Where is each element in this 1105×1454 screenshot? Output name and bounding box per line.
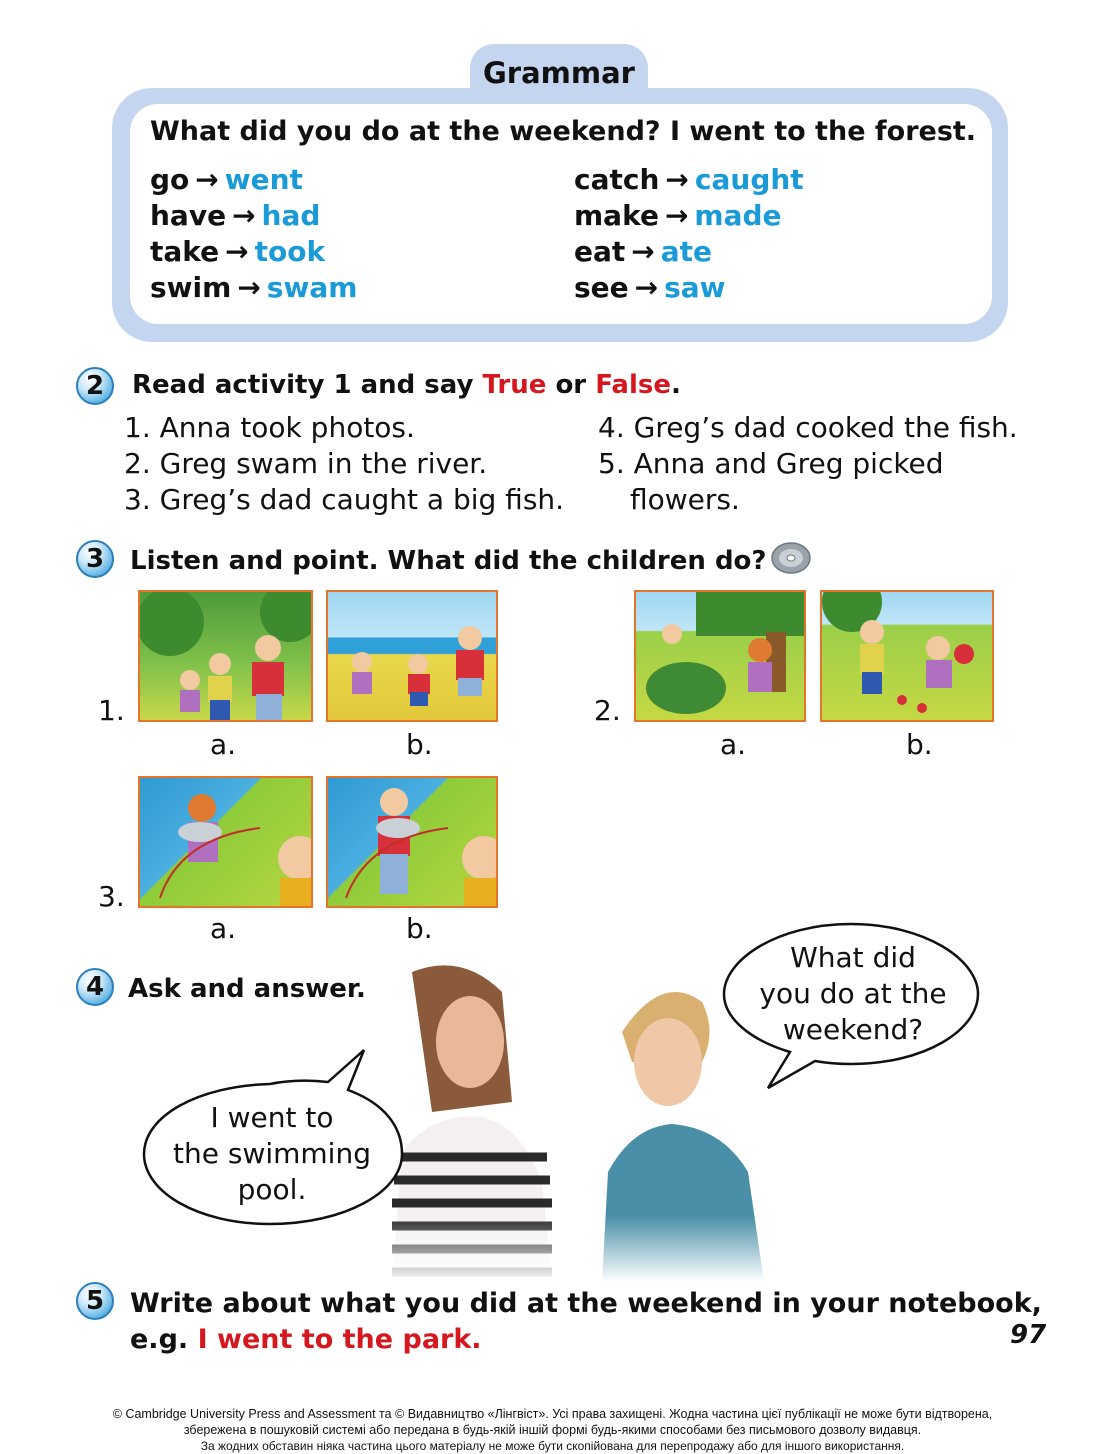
activity-number-badge: 5	[76, 1282, 114, 1320]
activity-number-badge: 4	[76, 968, 114, 1006]
verb-pair: make → made	[574, 199, 782, 232]
children-photo	[372, 952, 770, 1282]
cd-icon[interactable]	[770, 540, 812, 576]
copyright-line: збережена в пошуковій системі або передана в будь-якій іншій формі будь-якими способами без письмового дозволу видавця.	[183, 1423, 922, 1437]
picture-3b[interactable]	[326, 776, 498, 908]
activity5-instruction: Write about what you did at the weekend in your notebook,	[130, 1288, 1042, 1319]
copyright-line: © Cambridge University Press and Assessment та © Видавництво «Лінгвіст». Усі права захищені. Жодна частина цієї публікації не може бути відтворена,	[112, 1407, 993, 1421]
statement-item: 3. Greg’s dad caught a big fish.	[124, 483, 565, 516]
activity-number-badge: 2	[76, 367, 114, 405]
group-label: 2.	[594, 694, 621, 727]
girl-bubble-text: I went to the swimming pool.	[173, 1101, 371, 1206]
activity2-instruction: Read activity 1 and say True or False.	[132, 370, 681, 400]
option-label: a.	[210, 728, 237, 761]
option-label: a.	[210, 912, 237, 945]
verb-pair: see → saw	[574, 271, 726, 304]
option-label: b.	[406, 912, 433, 945]
grammar-tab	[470, 44, 648, 110]
page-number: 97	[1010, 1320, 1047, 1350]
activity5-example: e.g. I went to the park.	[130, 1324, 482, 1355]
verb-pair: catch → caught	[574, 163, 804, 196]
option-label: b.	[406, 728, 433, 761]
group-label: 1.	[98, 694, 125, 727]
picture-2a[interactable]	[634, 590, 806, 722]
picture-2b[interactable]	[820, 590, 994, 722]
grammar-title: Grammar	[483, 56, 635, 90]
copyright-line: За жодних обставин ніяка частина цього матеріалу не може бути скопійована для перепродажу або для іншого використання.	[200, 1439, 905, 1453]
activity4-instruction: Ask and answer.	[128, 974, 366, 1004]
verb-pair: take → took	[150, 235, 326, 268]
option-label: b.	[906, 728, 933, 761]
verb-pair: eat → ate	[574, 235, 713, 268]
picture-1a[interactable]	[138, 590, 313, 722]
grammar-question: What did you do at the weekend? I went to the forest.	[150, 116, 977, 147]
activity-number-badge: 3	[76, 540, 114, 578]
statement-item-continued: flowers.	[630, 483, 740, 516]
group-label: 3.	[98, 880, 125, 913]
statement-item: 2. Greg swam in the river.	[124, 447, 488, 480]
verb-pair: go → went	[150, 163, 303, 196]
boy-bubble-text: What did you do at the weekend?	[759, 941, 947, 1046]
option-label: a.	[720, 728, 747, 761]
statement-item: 4. Greg’s dad cooked the fish.	[598, 411, 1018, 444]
picture-1b[interactable]	[326, 590, 498, 722]
verb-pair: have → had	[150, 199, 321, 232]
verb-pair: swim → swam	[150, 271, 358, 304]
statement-item: 1. Anna took photos.	[124, 411, 415, 444]
activity3-instruction: Listen and point. What did the children do?	[130, 546, 767, 576]
picture-3a[interactable]	[138, 776, 313, 908]
statement-item: 5. Anna and Greg picked	[598, 447, 944, 480]
